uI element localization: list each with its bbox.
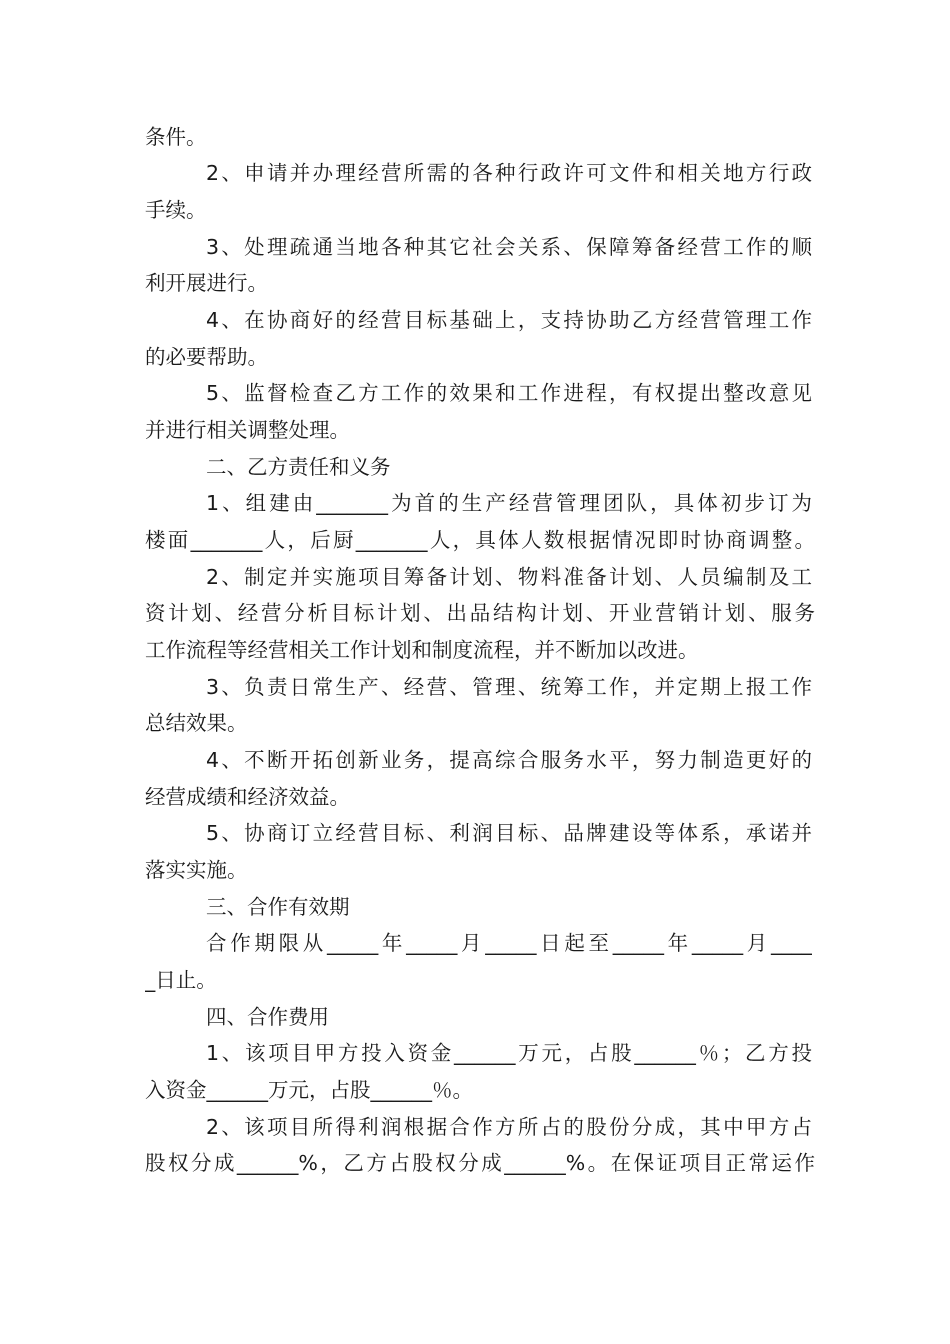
text-line: 手续。 (145, 198, 207, 222)
section-heading: 三、合作有效期 (206, 895, 350, 919)
text-line: 利开展进行。 (145, 271, 268, 295)
text-line: 5、协商订立经营目标、利润目标、品牌建设等体系，承诺并 (206, 821, 812, 845)
text-line: 4、在协商好的经营目标基础上，支持协助乙方经营管理工作 (206, 308, 812, 332)
text-line: 2、该项目所得利润根据合作方所占的股份分成，其中甲方占 (206, 1115, 812, 1139)
text-line: 2、申请并办理经营所需的各种行政许可文件和相关地方行政 (206, 161, 812, 185)
text-line: 合作期限从_____年_____月_____日起至_____年_____月____ (206, 931, 812, 955)
text-line: 经营成绩和经济效益。 (145, 785, 350, 809)
text-line: 1、该项目甲方投入资金______万元，占股______％；乙方投 (206, 1041, 812, 1065)
text-line: 总结效果。 (145, 711, 248, 735)
section-heading: 二、乙方责任和义务 (206, 455, 391, 479)
text-line: 楼面_______人，后厨_______人，具体人数根据情况即时协商调整。 (145, 528, 815, 552)
section-heading: 四、合作费用 (206, 1005, 329, 1029)
text-line: _日止。 (145, 968, 217, 992)
text-line: 股权分成______%，乙方占股权分成______%。在保证项目正常运作 (145, 1151, 815, 1175)
text-line: 4、不断开拓创新业务，提高综合服务水平，努力制造更好的 (206, 748, 812, 772)
text-line: 的必要帮助。 (145, 345, 268, 369)
text-line: 工作流程等经营相关工作计划和制度流程，并不断加以改进。 (145, 638, 699, 662)
text-line: 资计划、经营分析目标计划、出品结构计划、开业营销计划、服务 (145, 601, 815, 625)
text-line: 3、负责日常生产、经营、管理、统筹工作，并定期上报工作 (206, 675, 812, 699)
text-line: 条件。 (145, 125, 207, 149)
text-line: 1、组建由_______为首的生产经营管理团队，具体初步订为 (206, 491, 812, 515)
text-line: 落实实施。 (145, 858, 248, 882)
text-line: 3、处理疏通当地各种其它社会关系、保障筹备经营工作的顺 (206, 235, 812, 259)
text-line: 入资金______万元，占股______％。 (145, 1078, 473, 1102)
text-line: 并进行相关调整处理。 (145, 418, 350, 442)
text-line: 2、制定并实施项目筹备计划、物料准备计划、人员编制及工 (206, 565, 812, 589)
text-line: 5、监督检查乙方工作的效果和工作进程，有权提出整改意见 (206, 381, 812, 405)
